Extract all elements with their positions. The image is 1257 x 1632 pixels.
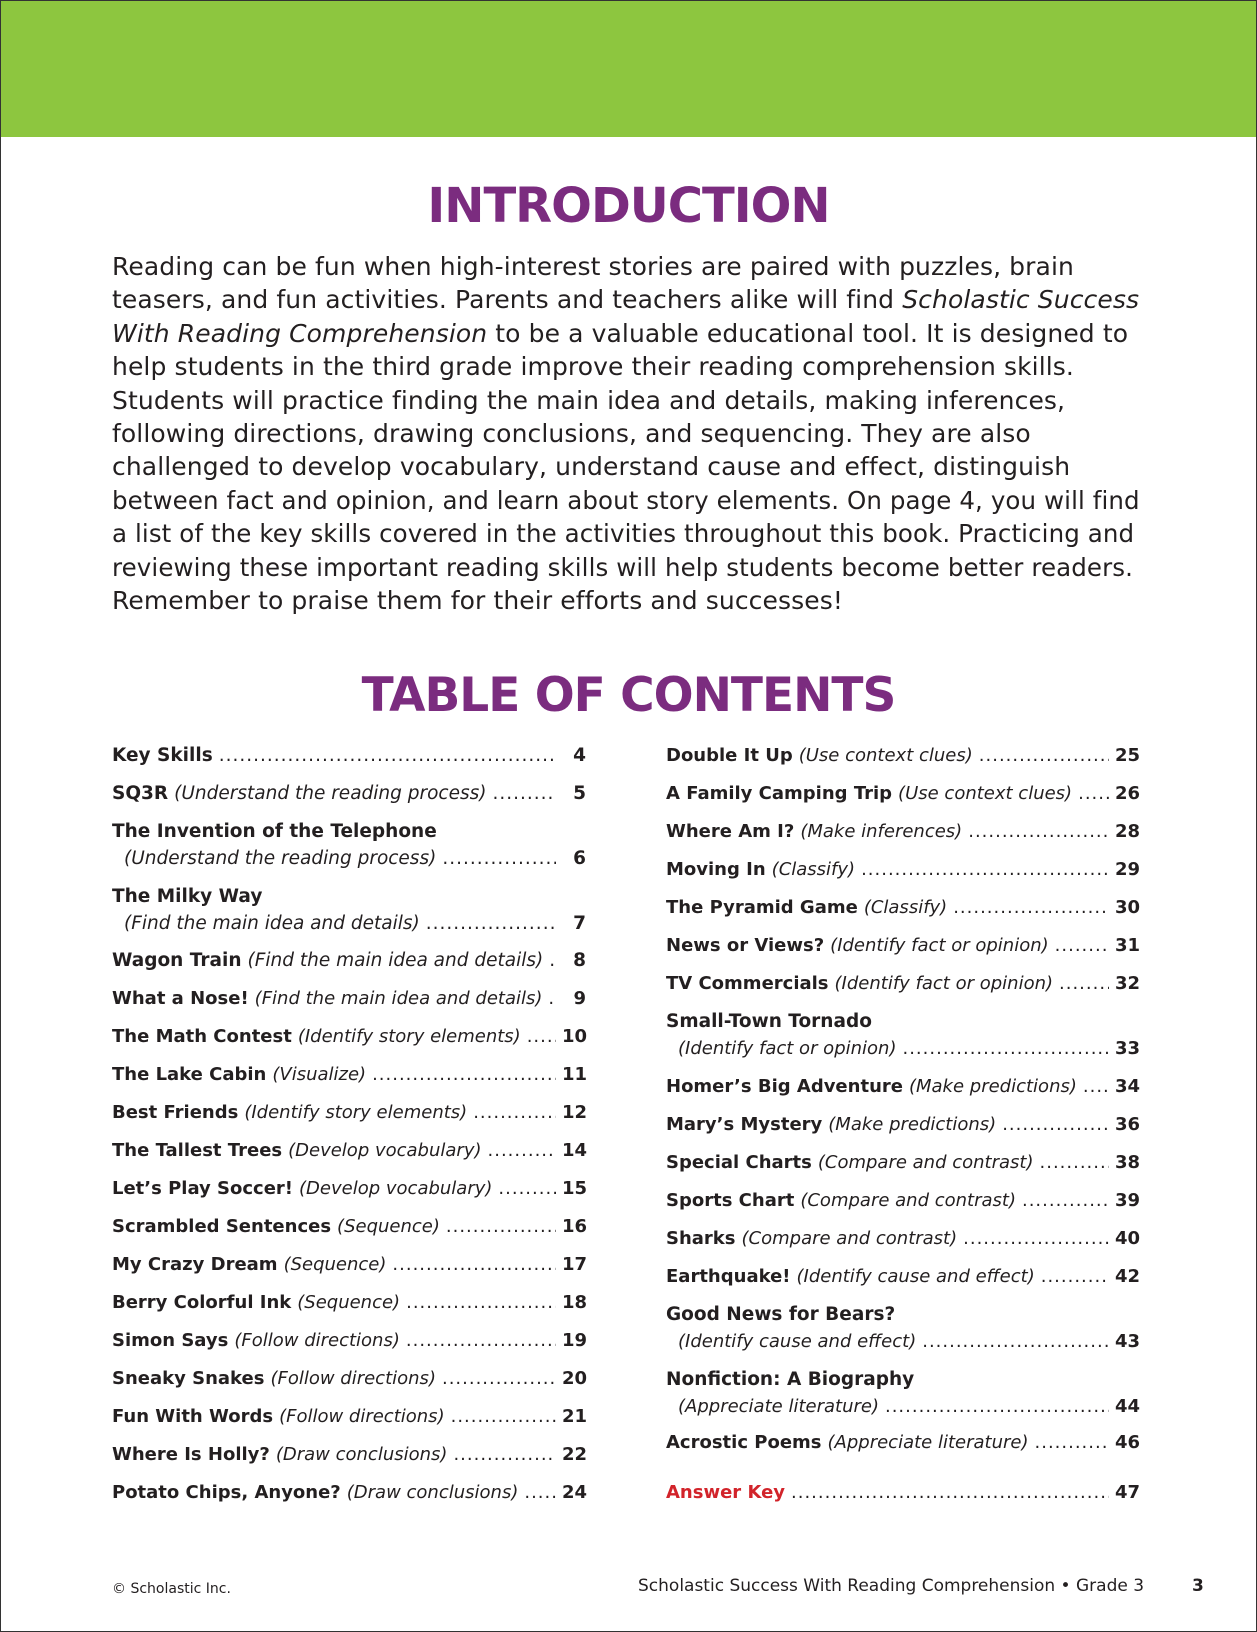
toc-entry-page: 44 bbox=[1115, 1396, 1141, 1417]
toc-entry-title: Where Am I? bbox=[666, 821, 795, 842]
table-of-contents-heading: TABLE OF CONTENTS bbox=[361, 668, 896, 723]
toc-entry-row bbox=[666, 1429, 1139, 1456]
dot-leader bbox=[442, 845, 556, 872]
toc-entry-skill: (Follow directions) bbox=[279, 1406, 445, 1427]
toc-entry-title: Where Is Holly? bbox=[112, 1444, 270, 1465]
toc-entry-page: 46 bbox=[1115, 1432, 1141, 1453]
dot-leader bbox=[473, 1099, 556, 1126]
toc-entry-row bbox=[112, 1441, 586, 1468]
toc-entry bbox=[112, 1289, 586, 1316]
toc-entry-skill: (Compare and contrast) bbox=[800, 1190, 1016, 1211]
toc-entry-page: 33 bbox=[1115, 1038, 1141, 1059]
toc-entry bbox=[112, 1365, 586, 1392]
toc-entry-title: Moving In bbox=[666, 859, 766, 880]
dot-leader bbox=[902, 1035, 1109, 1062]
toc-entry-page: 4 bbox=[573, 745, 586, 766]
dot-leader bbox=[406, 1327, 556, 1354]
dot-leader bbox=[372, 1061, 556, 1088]
dot-leader bbox=[488, 1137, 556, 1164]
dot-leader bbox=[219, 742, 556, 769]
toc-entry-title: What a Nose! bbox=[112, 988, 249, 1009]
toc-entry-row bbox=[666, 742, 1139, 769]
dot-leader bbox=[1055, 932, 1109, 959]
dot-leader bbox=[446, 1213, 556, 1240]
toc-entry-page: 28 bbox=[1115, 821, 1141, 842]
toc-entry-page: 34 bbox=[1115, 1076, 1141, 1097]
toc-entry-skill: (Develop vocabulary) bbox=[288, 1140, 482, 1161]
toc-entry-title: The Milky Way bbox=[112, 886, 263, 907]
toc-entry-page: 22 bbox=[562, 1444, 588, 1465]
dot-leader bbox=[922, 1328, 1109, 1355]
toc-entry-title: Homer’s Big Adventure bbox=[666, 1076, 903, 1097]
toc-entry-page: 39 bbox=[1115, 1190, 1141, 1211]
toc-entry-row bbox=[112, 1099, 586, 1126]
dot-leader bbox=[549, 947, 556, 974]
dot-leader bbox=[527, 1023, 556, 1050]
intro-line: a list of the key skills covered in the activities throughout this book. Practicing and bbox=[112, 519, 1135, 549]
dot-leader bbox=[1002, 1111, 1109, 1138]
toc-entry-row bbox=[112, 1213, 586, 1240]
toc-entry bbox=[112, 883, 586, 937]
toc-entry-title: Let’s Play Soccer! bbox=[112, 1178, 294, 1199]
toc-entry-title: News or Views? bbox=[666, 935, 825, 956]
toc-entry-row bbox=[666, 780, 1139, 807]
dot-leader bbox=[1035, 1429, 1110, 1456]
toc-entry-page: 25 bbox=[1115, 745, 1141, 766]
toc-entry-row bbox=[666, 1225, 1139, 1252]
toc-entry bbox=[112, 1479, 586, 1506]
intro-line: With Reading Comprehension to be a valuable educational tool. It is designed to bbox=[112, 318, 1129, 348]
toc-entry bbox=[666, 1111, 1139, 1138]
intro-line: challenged to develop vocabulary, understand cause and effect, distinguish bbox=[112, 452, 1071, 482]
toc-entry-row bbox=[666, 894, 1139, 921]
intro-line: following directions, drawing conclusions, and sequencing. They are also bbox=[112, 419, 1031, 449]
toc-entry-page: 11 bbox=[562, 1064, 588, 1085]
toc-entry-title: Answer Key bbox=[666, 1482, 786, 1503]
toc-entry-page: 31 bbox=[1115, 935, 1141, 956]
toc-entry bbox=[666, 1149, 1139, 1176]
toc-entry-title: The Lake Cabin bbox=[112, 1064, 267, 1085]
toc-entry-title-row bbox=[666, 1008, 1139, 1035]
toc-entry-skill: (Identify fact or opinion) bbox=[678, 1038, 897, 1059]
toc-entry-title: Sneaky Snakes bbox=[112, 1368, 265, 1389]
dot-leader bbox=[498, 1175, 556, 1202]
copyright-notice: © Scholastic Inc. bbox=[112, 1581, 231, 1597]
toc-entry bbox=[112, 742, 586, 769]
toc-entry-title-row bbox=[666, 1366, 1139, 1393]
toc-entry-title: Potato Chips, Anyone? bbox=[112, 1482, 341, 1503]
toc-entry-title: The Pyramid Game bbox=[666, 897, 858, 918]
toc-entry-page: 42 bbox=[1115, 1266, 1141, 1287]
toc-entry-page: 29 bbox=[1115, 859, 1141, 880]
dot-leader bbox=[406, 1289, 556, 1316]
toc-entry-page: 32 bbox=[1115, 973, 1141, 994]
toc-entry-row bbox=[666, 856, 1139, 883]
toc-entry-detail-row bbox=[112, 910, 586, 937]
toc-entry-row bbox=[112, 947, 586, 974]
toc-entry-row bbox=[112, 742, 586, 769]
toc-entry bbox=[112, 1213, 586, 1240]
dot-leader bbox=[968, 818, 1109, 845]
toc-entry-row bbox=[112, 1251, 586, 1278]
toc-entry-skill: (Appreciate literature) bbox=[678, 1396, 879, 1417]
page-number: 3 bbox=[1192, 1576, 1204, 1596]
toc-entry-title: The Invention of the Telephone bbox=[112, 821, 437, 842]
dot-leader bbox=[1041, 1263, 1109, 1290]
toc-entry-page: 21 bbox=[562, 1406, 588, 1427]
toc-entry bbox=[112, 818, 586, 872]
toc-entry bbox=[112, 947, 586, 974]
toc-entry-skill: (Classify) bbox=[863, 897, 948, 918]
toc-entry-page: 18 bbox=[562, 1292, 588, 1313]
toc-entry-page: 43 bbox=[1115, 1331, 1141, 1352]
toc-entry-page: 10 bbox=[562, 1026, 588, 1047]
dot-leader bbox=[963, 1225, 1109, 1252]
toc-entry-skill: (Sequence) bbox=[337, 1216, 440, 1237]
toc-entry-skill: (Appreciate literature) bbox=[827, 1432, 1029, 1453]
toc-entry-skill: (Use context clues) bbox=[898, 783, 1073, 804]
toc-entry bbox=[666, 780, 1139, 807]
intro-line: reviewing these important reading skills will help students become better readers. bbox=[112, 552, 1133, 582]
dot-leader bbox=[392, 1251, 556, 1278]
toc-entry-row bbox=[112, 985, 586, 1012]
toc-entry-page: 20 bbox=[562, 1368, 588, 1389]
toc-entry bbox=[112, 1137, 586, 1164]
dot-leader bbox=[1022, 1187, 1109, 1214]
toc-entry-row bbox=[112, 1403, 586, 1430]
book-title-emphasis: With Reading Comprehension bbox=[112, 318, 488, 348]
toc-entry bbox=[112, 1061, 586, 1088]
toc-entry-title: Acrostic Poems bbox=[666, 1432, 822, 1453]
dot-leader bbox=[426, 910, 556, 937]
toc-entry-row bbox=[112, 780, 586, 807]
toc-entry-row bbox=[666, 970, 1139, 997]
toc-entry bbox=[666, 1263, 1139, 1290]
toc-entry-row bbox=[666, 1111, 1139, 1138]
toc-entry-skill: (Visualize) bbox=[272, 1064, 367, 1085]
toc-entry-row bbox=[112, 1137, 586, 1164]
toc-entry bbox=[112, 1175, 586, 1202]
toc-entry-skill: (Draw conclusions) bbox=[346, 1482, 519, 1503]
toc-entry-page: 5 bbox=[573, 783, 586, 804]
intro-line: Reading can be fun when high-interest stories are paired with puzzles, brain bbox=[112, 252, 1074, 281]
dot-leader bbox=[1040, 1149, 1110, 1176]
toc-entry-title: SQ3R bbox=[112, 783, 169, 804]
toc-entry-row bbox=[112, 1479, 586, 1506]
toc-entry-skill: (Identify fact or opinion) bbox=[830, 935, 1049, 956]
toc-entry-skill: (Use context clues) bbox=[798, 745, 973, 766]
toc-entry bbox=[666, 742, 1139, 769]
toc-entry-skill: (Understand the reading process) bbox=[124, 848, 437, 869]
toc-entry-page: 47 bbox=[1115, 1482, 1141, 1503]
toc-entry bbox=[666, 1366, 1139, 1420]
toc-entry-page: 9 bbox=[573, 988, 586, 1009]
toc-entry-skill: (Find the main idea and details) bbox=[124, 913, 420, 934]
toc-entry-title-row bbox=[112, 818, 586, 845]
toc-entry-skill: (Identify story elements) bbox=[297, 1026, 521, 1047]
toc-entry-page: 24 bbox=[562, 1482, 588, 1503]
toc-entry-page: 12 bbox=[562, 1102, 588, 1123]
toc-entry-row bbox=[112, 1061, 586, 1088]
toc-entry bbox=[112, 985, 586, 1012]
toc-entry-row bbox=[666, 1149, 1139, 1176]
toc-entry-title: Wagon Train bbox=[112, 950, 242, 971]
toc-entry-title: Nonfiction: A Biography bbox=[666, 1369, 915, 1390]
toc-entry-page: 36 bbox=[1115, 1114, 1141, 1135]
intro-line: Remember to praise them for their efforts and successes! bbox=[112, 586, 843, 616]
toc-entry-skill: (Compare and contrast) bbox=[817, 1152, 1034, 1173]
dot-leader bbox=[451, 1403, 556, 1430]
toc-entry bbox=[666, 894, 1139, 921]
toc-entry-title: Simon Says bbox=[112, 1330, 229, 1351]
dot-leader bbox=[1083, 1073, 1109, 1100]
dot-leader bbox=[885, 1393, 1109, 1420]
toc-entry bbox=[112, 1023, 586, 1050]
toc-entry-page: 15 bbox=[562, 1178, 588, 1199]
toc-entry-title: Scrambled Sentences bbox=[112, 1216, 332, 1237]
toc-entry bbox=[112, 1403, 586, 1430]
toc-entry-detail-row bbox=[666, 1393, 1139, 1420]
intro-line: teasers, and fun activities. Parents and teachers alike will find Scholastic Success bbox=[112, 285, 1140, 315]
toc-entry bbox=[112, 1099, 586, 1126]
toc-entry-page: 6 bbox=[573, 848, 586, 869]
toc-entry-skill: (Make inferences) bbox=[800, 821, 963, 842]
toc-entry-skill: (Follow directions) bbox=[270, 1368, 436, 1389]
toc-entry-detail-row bbox=[666, 1035, 1139, 1062]
dot-leader bbox=[548, 985, 556, 1012]
dot-leader bbox=[453, 1441, 556, 1468]
toc-entry-title: Key Skills bbox=[112, 745, 213, 766]
toc-entry-detail-row bbox=[112, 845, 586, 872]
toc-entry-title-row bbox=[666, 1301, 1139, 1328]
toc-entry-title-row bbox=[112, 883, 586, 910]
toc-entry-row bbox=[666, 818, 1139, 845]
toc-entry-title: Berry Colorful Ink bbox=[112, 1292, 292, 1313]
toc-entry-row bbox=[112, 1175, 586, 1202]
toc-entry-title: Sports Chart bbox=[666, 1190, 795, 1211]
toc-entry-skill: (Find the main idea and details) bbox=[247, 950, 544, 971]
dot-leader bbox=[442, 1365, 556, 1392]
toc-entry-skill: (Follow directions) bbox=[234, 1330, 400, 1351]
toc-entry-skill: (Find the main idea and details) bbox=[254, 988, 543, 1009]
book-title-emphasis: Scholastic Success bbox=[902, 285, 1140, 315]
toc-entry bbox=[666, 1301, 1139, 1355]
toc-entry-page: 40 bbox=[1115, 1228, 1141, 1249]
toc-entry bbox=[666, 1479, 1139, 1506]
book-running-title: Scholastic Success With Reading Comprehension • Grade 3 bbox=[638, 1576, 1145, 1596]
intro-line: help students in the third grade improve their reading comprehension skills. bbox=[112, 352, 1074, 382]
toc-entry-page: 17 bbox=[562, 1254, 588, 1275]
toc-entry-skill: (Classify) bbox=[771, 859, 856, 880]
toc-entry-skill: (Identify cause and effect) bbox=[796, 1266, 1035, 1287]
toc-entry-row bbox=[666, 1263, 1139, 1290]
dot-leader bbox=[979, 742, 1109, 769]
toc-entry-page: 30 bbox=[1115, 897, 1141, 918]
toc-entry-title: My Crazy Dream bbox=[112, 1254, 278, 1275]
toc-entry-detail-row bbox=[666, 1328, 1139, 1355]
dot-leader bbox=[1059, 970, 1109, 997]
dot-leader bbox=[492, 780, 556, 807]
introduction-paragraph bbox=[112, 250, 1152, 617]
toc-entry-skill: (Identify fact or opinion) bbox=[834, 973, 1054, 994]
toc-entry-skill: (Sequence) bbox=[283, 1254, 387, 1275]
toc-entry-page: 16 bbox=[562, 1216, 588, 1237]
toc-entry-page: 19 bbox=[562, 1330, 588, 1351]
toc-entry-skill: (Understand the reading process) bbox=[174, 783, 487, 804]
toc-entry-row bbox=[112, 1365, 586, 1392]
introduction-heading: INTRODUCTION bbox=[427, 178, 830, 234]
dot-leader bbox=[1078, 780, 1109, 807]
toc-entry-skill: (Develop vocabulary) bbox=[299, 1178, 493, 1199]
toc-entry bbox=[666, 818, 1139, 845]
toc-entry-row bbox=[112, 1327, 586, 1354]
toc-entry bbox=[666, 1429, 1139, 1456]
toc-entry-skill: (Sequence) bbox=[297, 1292, 401, 1313]
toc-entry-skill: (Make predictions) bbox=[828, 1114, 997, 1135]
toc-entry-title: The Math Contest bbox=[112, 1026, 292, 1047]
toc-entry-row bbox=[666, 932, 1139, 959]
toc-entry-page: 8 bbox=[573, 950, 586, 971]
toc-entry-row bbox=[112, 1023, 586, 1050]
toc-entry-title: Good News for Bears? bbox=[666, 1304, 896, 1325]
toc-entry-title: Sharks bbox=[666, 1228, 736, 1249]
toc-entry-page: 38 bbox=[1115, 1152, 1141, 1173]
toc-entry-page: 26 bbox=[1115, 783, 1141, 804]
toc-entry-skill: (Make predictions) bbox=[908, 1076, 1077, 1097]
toc-entry bbox=[112, 1327, 586, 1354]
toc-entry-skill: (Draw conclusions) bbox=[275, 1444, 448, 1465]
toc-entry-skill: (Identify story elements) bbox=[244, 1102, 468, 1123]
toc-entry bbox=[666, 1008, 1139, 1062]
toc-entry bbox=[666, 1073, 1139, 1100]
toc-entry-title: Best Friends bbox=[112, 1102, 239, 1123]
toc-entry-title: Earthquake! bbox=[666, 1266, 791, 1287]
toc-entry-skill: (Identify cause and effect) bbox=[678, 1331, 917, 1352]
toc-entry-page: 7 bbox=[573, 913, 586, 934]
dot-leader bbox=[861, 856, 1109, 883]
toc-entry-title: Fun With Words bbox=[112, 1406, 274, 1427]
toc-entry bbox=[112, 780, 586, 807]
toc-entry bbox=[112, 1441, 586, 1468]
dot-leader bbox=[791, 1479, 1109, 1506]
intro-line: Students will practice finding the main idea and details, making inferences, bbox=[112, 385, 1066, 415]
toc-entry bbox=[666, 856, 1139, 883]
toc-entry-row bbox=[666, 1187, 1139, 1214]
toc-entry-title: The Tallest Trees bbox=[112, 1140, 283, 1161]
dot-leader bbox=[524, 1479, 556, 1506]
toc-entry-title: Double It Up bbox=[666, 745, 793, 766]
toc-entry bbox=[666, 1225, 1139, 1252]
toc-entry-title: Mary’s Mystery bbox=[666, 1114, 823, 1135]
toc-entry bbox=[666, 1187, 1139, 1214]
toc-entry bbox=[666, 932, 1139, 959]
toc-entry-row bbox=[112, 1289, 586, 1316]
toc-entry-row bbox=[666, 1479, 1139, 1506]
toc-entry-title: Small-Town Tornado bbox=[666, 1011, 872, 1032]
toc-entry-skill: (Compare and contrast) bbox=[741, 1228, 958, 1249]
toc-entry-title: Special Charts bbox=[666, 1152, 812, 1173]
dot-leader bbox=[953, 894, 1109, 921]
toc-entry bbox=[666, 970, 1139, 997]
header-color-band bbox=[0, 0, 1257, 137]
toc-entry bbox=[112, 1251, 586, 1278]
toc-entry-title: TV Commercials bbox=[666, 973, 829, 994]
toc-entry-page: 14 bbox=[562, 1140, 588, 1161]
intro-line: between fact and opinion, and learn about story elements. On page 4, you will find bbox=[112, 485, 1140, 515]
toc-entry-title: A Family Camping Trip bbox=[666, 783, 893, 804]
toc-entry-row bbox=[666, 1073, 1139, 1100]
